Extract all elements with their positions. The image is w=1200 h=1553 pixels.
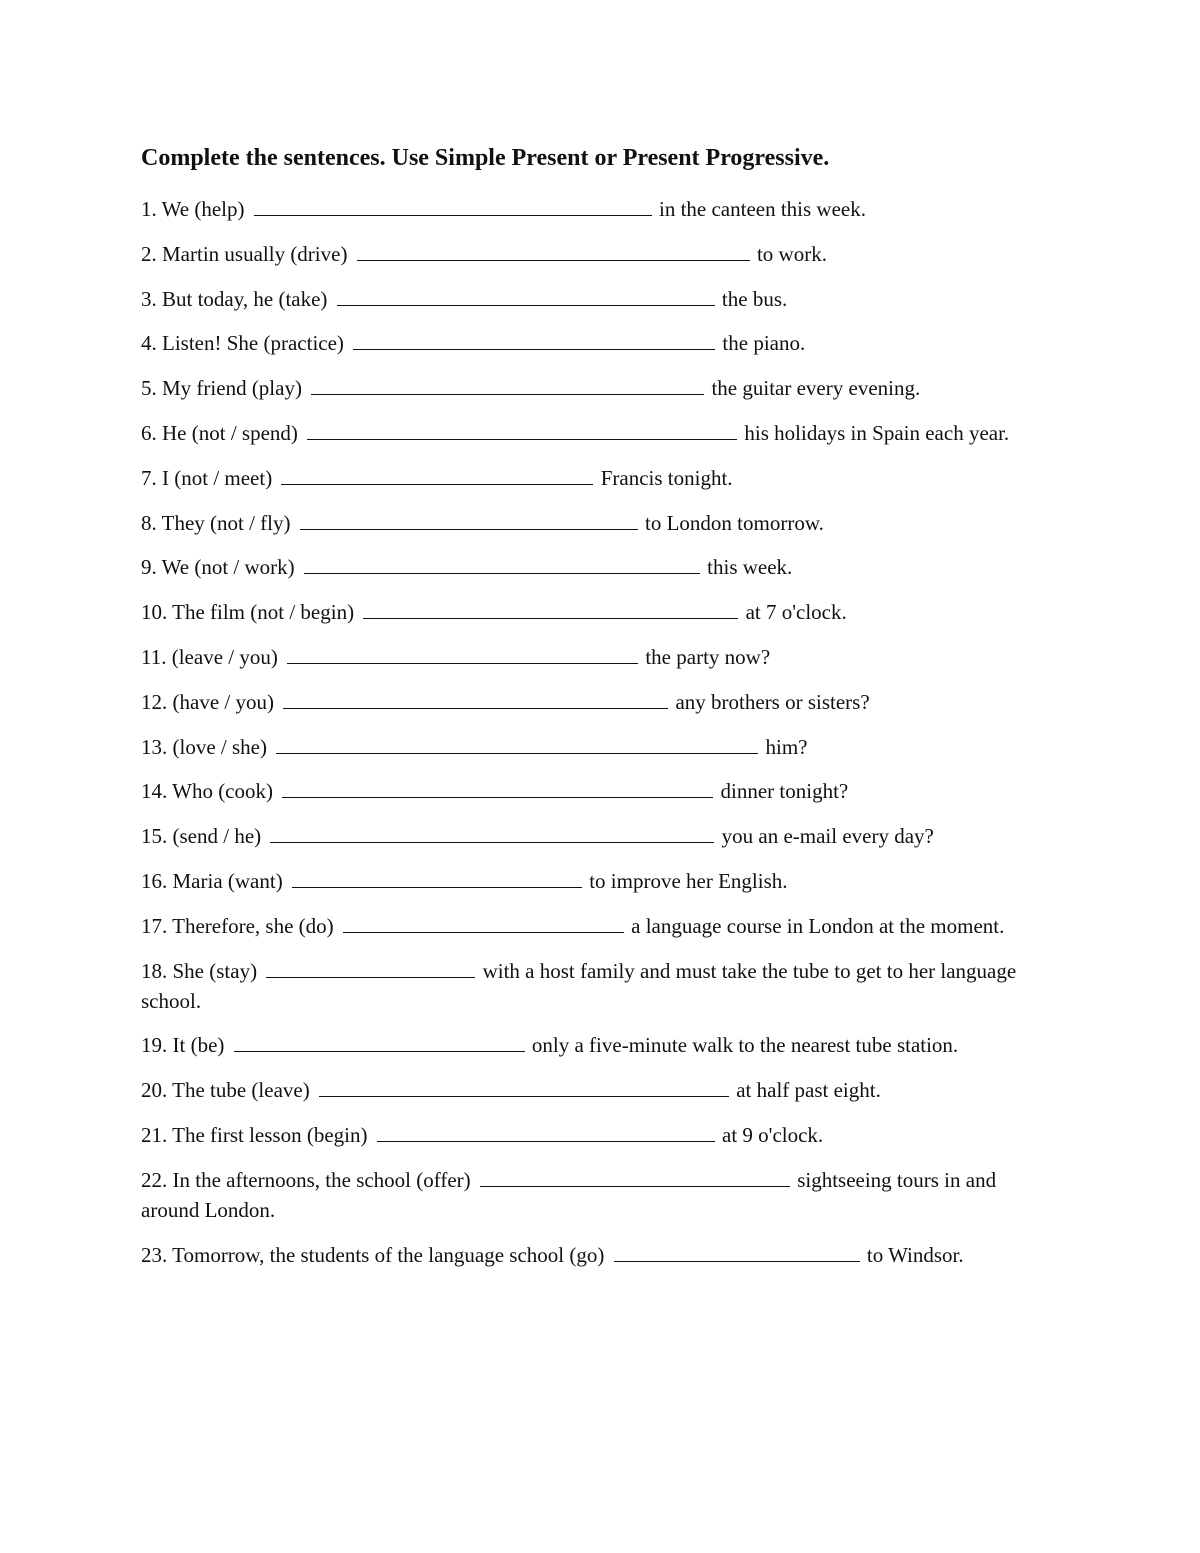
exercise-continuation: to Windsor. <box>866 1242 964 1267</box>
answer-blank[interactable] <box>377 1123 715 1142</box>
exercise-continuation: the guitar every evening. <box>711 376 921 401</box>
exercise-item <box>141 866 1031 896</box>
exercise-continuation: to London tomorrow. <box>645 510 824 535</box>
exercise-item <box>141 328 1031 358</box>
exercise-item <box>141 508 1031 538</box>
exercise-prompt: 19. It (be) <box>141 1033 225 1058</box>
exercise-continuation: in the canteen this week. <box>658 197 866 221</box>
worksheet <box>141 140 1041 1284</box>
exercise-continuation: him? <box>765 734 808 759</box>
exercise-prompt: 4. Listen! She (practice) <box>141 331 344 356</box>
exercise-continuation: only a five-minute walk to the nearest tube station. <box>531 1033 959 1058</box>
exercise-prompt: 23. Tomorrow, the students of the language school (go) <box>141 1242 605 1267</box>
exercise-prompt: 8. They (not / fly) <box>141 510 291 535</box>
exercise-continuation: his holidays in Spain each year. <box>744 420 1010 445</box>
exercise-item <box>141 1165 1031 1225</box>
exercise-continuation: the party now? <box>645 644 771 669</box>
exercise-item <box>141 284 1031 314</box>
answer-blank[interactable] <box>343 914 624 933</box>
answer-blank[interactable] <box>266 959 475 978</box>
exercise-continuation: at 9 o'clock. <box>722 1122 824 1147</box>
exercise-prompt: 20. The tube (leave) <box>141 1078 310 1103</box>
answer-blank[interactable] <box>353 331 715 350</box>
exercise-prompt: 12. (have / you) <box>141 689 274 714</box>
exercise-item <box>141 1120 1031 1150</box>
exercise-item <box>141 418 1031 448</box>
exercise-continuation: to improve her English. <box>589 868 788 893</box>
exercise-continuation: you an e-mail every day? <box>721 824 934 849</box>
exercise-item <box>141 642 1031 672</box>
exercise-continuation: sightseeing tours in and around London. <box>141 1167 997 1222</box>
answer-blank[interactable] <box>363 600 738 619</box>
exercise-continuation: any brothers or sisters? <box>675 689 870 714</box>
answer-blank[interactable] <box>276 735 758 754</box>
answer-blank[interactable] <box>300 511 638 530</box>
exercise-item <box>141 1240 1031 1270</box>
answer-blank[interactable] <box>311 376 704 395</box>
exercise-prompt: 9. We (not / work) <box>141 555 295 580</box>
exercise-item <box>141 732 1031 762</box>
answer-blank[interactable] <box>234 1033 525 1052</box>
exercise-prompt: 3. But today, he (take) <box>141 286 328 311</box>
exercise-item <box>141 687 1031 717</box>
exercise-item <box>141 911 1031 941</box>
answer-blank[interactable] <box>614 1243 860 1262</box>
exercise-prompt: 21. The first lesson (begin) <box>141 1122 368 1147</box>
exercise-item <box>141 956 1031 1016</box>
exercise-prompt: 17. Therefore, she (do) <box>141 913 334 938</box>
exercise-continuation: Francis tonight. <box>600 465 733 490</box>
exercise-item <box>141 194 1031 224</box>
worksheet-title: Complete the sentences. Use Simple Present or Present Progressive. <box>141 145 830 171</box>
exercise-list <box>141 194 1041 1270</box>
exercise-continuation: the piano. <box>722 331 806 356</box>
exercise-prompt: 13. (love / she) <box>141 734 267 759</box>
exercise-continuation: at 7 o'clock. <box>745 600 847 625</box>
answer-blank[interactable] <box>270 824 714 843</box>
answer-blank[interactable] <box>287 645 638 664</box>
answer-blank[interactable] <box>283 690 668 709</box>
answer-blank[interactable] <box>480 1168 790 1187</box>
exercise-prompt: 1. We (help) <box>141 197 245 221</box>
exercise-prompt: 15. (send / he) <box>141 824 262 849</box>
exercise-prompt: 14. Who (cook) <box>141 779 273 804</box>
exercise-item <box>141 239 1031 269</box>
exercise-item <box>141 373 1031 403</box>
exercise-item <box>141 1075 1031 1105</box>
exercise-prompt: 6. He (not / spend) <box>141 420 298 445</box>
exercise-item <box>141 776 1031 806</box>
exercise-continuation: with a host family and must take the tube to get to her language school. <box>141 958 1017 1013</box>
exercise-prompt: 18. She (stay) <box>141 958 258 983</box>
exercise-continuation: to work. <box>756 241 827 266</box>
answer-blank[interactable] <box>307 421 737 440</box>
exercise-continuation: a language course in London at the moment. <box>631 913 1005 938</box>
exercise-prompt: 16. Maria (want) <box>141 868 283 893</box>
exercise-continuation: this week. <box>707 555 793 580</box>
exercise-continuation: the bus. <box>721 286 788 311</box>
exercise-item <box>141 463 1031 493</box>
exercise-prompt: 7. I (not / meet) <box>141 465 273 490</box>
exercise-prompt: 10. The film (not / begin) <box>141 600 355 625</box>
exercise-prompt: 22. In the afternoons, the school (offer) <box>141 1167 471 1192</box>
answer-blank[interactable] <box>319 1078 729 1097</box>
exercise-item <box>141 1030 1031 1060</box>
answer-blank[interactable] <box>292 869 582 888</box>
answer-blank[interactable] <box>337 287 715 306</box>
answer-blank[interactable] <box>304 555 700 574</box>
exercise-prompt: 5. My friend (play) <box>141 376 302 401</box>
exercise-item <box>141 552 1031 582</box>
exercise-prompt: 11. (leave / you) <box>141 644 278 669</box>
exercise-continuation: at half past eight. <box>736 1078 881 1103</box>
exercise-item <box>141 821 1031 851</box>
exercise-item <box>141 597 1031 627</box>
exercise-prompt: 2. Martin usually (drive) <box>141 241 348 266</box>
exercise-continuation: dinner tonight? <box>720 779 849 804</box>
answer-blank[interactable] <box>281 466 593 485</box>
answer-blank[interactable] <box>282 779 713 798</box>
answer-blank[interactable] <box>254 197 652 216</box>
answer-blank[interactable] <box>357 242 750 261</box>
